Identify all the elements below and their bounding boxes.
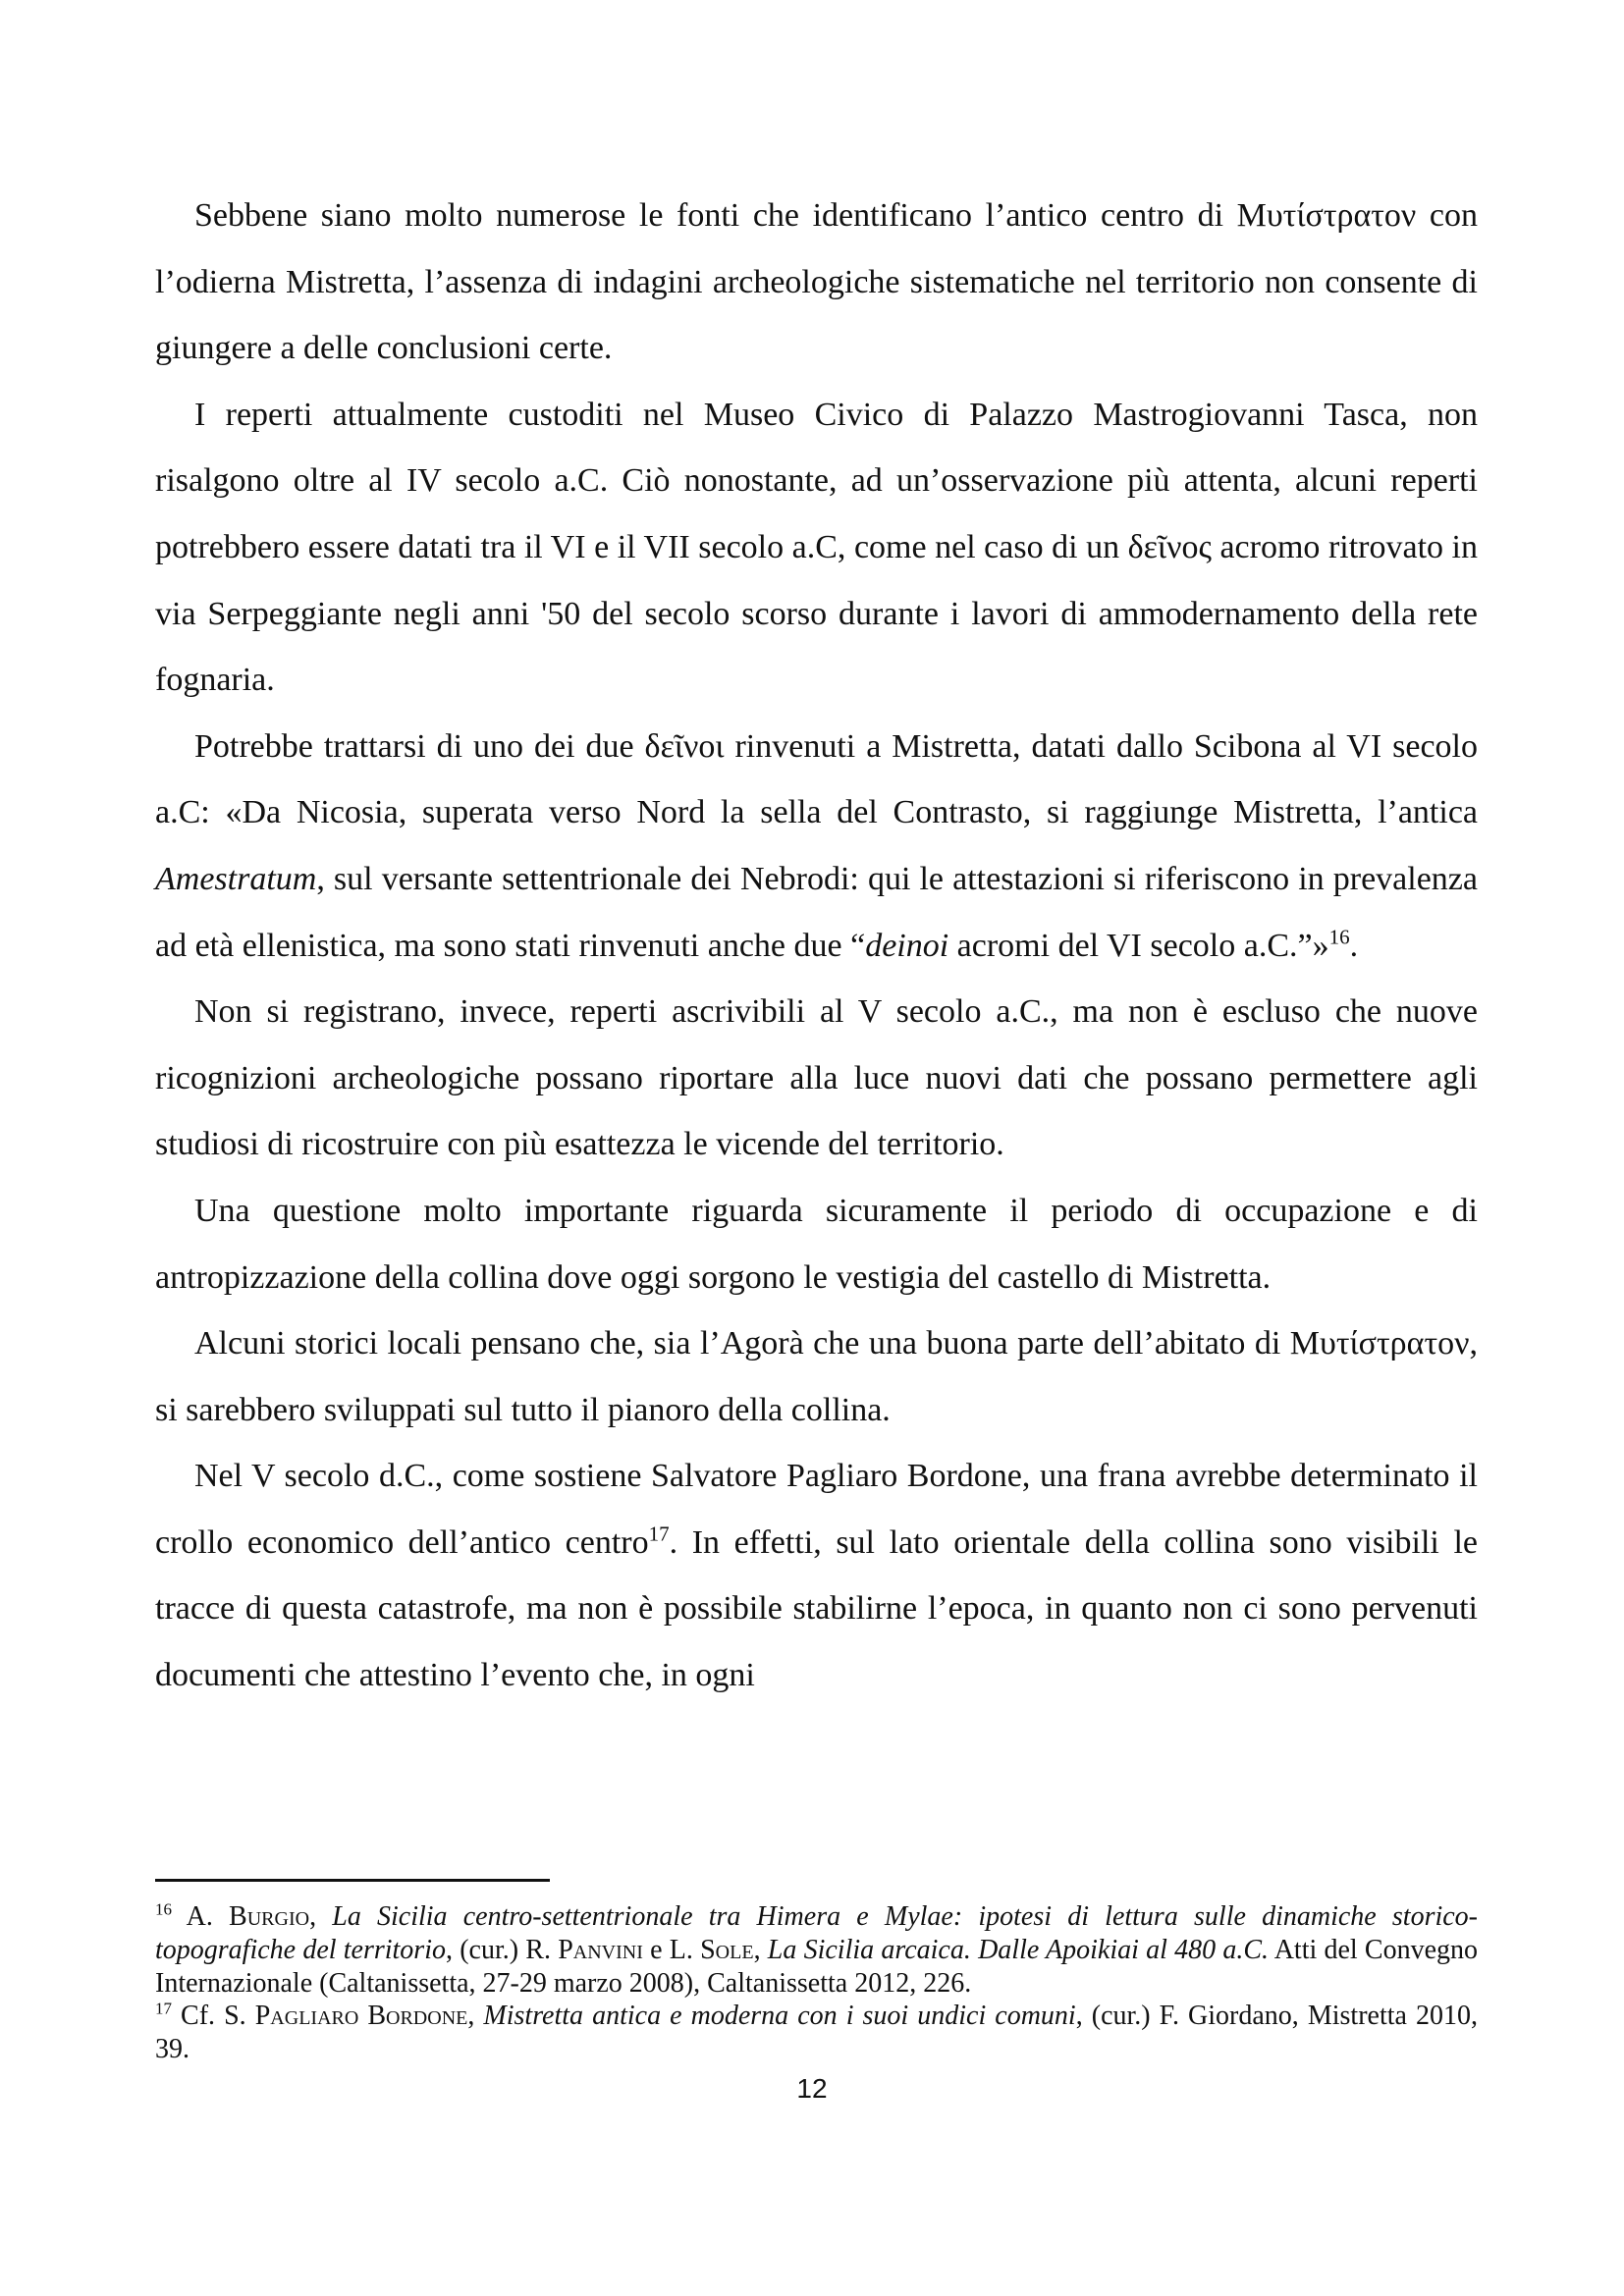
footnote-separator <box>155 1879 550 1882</box>
text-run: Nel V secolo d.C., come sostiene Salvatore Pagliaro Bordone, una frana avrebbe determinato il crollo economico dell’antico centro <box>155 1458 1478 1561</box>
italic-term: deinoi <box>865 927 949 964</box>
text-run: A. <box>172 1901 230 1932</box>
page-number: 12 <box>796 2073 828 2104</box>
author-name: Panvini <box>558 1934 643 1965</box>
text-run: acromi del VI secolo a.C.”» <box>948 927 1329 964</box>
title: La Sicilia centro-settentrionale tra Himera e Mylae: ipotesi di lettura sulle dinamiche storico-topografiche del territorio <box>155 1901 1478 1965</box>
text-run: e L. <box>642 1934 701 1965</box>
paragraph: Una questione molto importante riguarda sicuramente il periodo di occupazione e di antropizzazione della collina dove oggi sorgono le vestigia del castello di Mistretta. <box>155 1192 1478 1296</box>
paragraph: Alcuni storici locali pensano che, sia l’Agorà che una buona parte dell’abitato di Μυτίστρατον, si sarebbero sviluppati sul tutto il pianoro della collina. <box>155 1325 1478 1428</box>
footnotes <box>155 1900 1478 2066</box>
paragraph <box>155 1443 1478 1708</box>
title: La Sicilia arcaica. Dalle Apoikiai al 480 a.C. <box>767 1934 1270 1965</box>
footnote-16 <box>155 1900 1478 2000</box>
text-run: , <box>467 2001 484 2032</box>
paragraph: Sebbene siano molto numerose le fonti che identificano l’antico centro di Μυτίστρατον con l’odierna Mistretta, l’assenza di indagini archeologiche sistematiche nel territorio non consente di giungere a delle conclusioni certe. <box>155 197 1478 367</box>
text-run: . <box>1349 927 1359 964</box>
author-name: Burgio <box>229 1901 310 1932</box>
footnote-ref[interactable]: 17 <box>648 1522 670 1546</box>
text-run: , (cur.) R. <box>446 1934 559 1965</box>
footnote-number: 16 <box>155 1899 172 1919</box>
text-run: . In effetti, sul lato orientale della collina sono visibili le tracce di questa catastrofe, ma non è possibile stabilirne l’epoca, in quanto non ci sono pervenuti documenti che attestino l’evento che, in ogni <box>155 1523 1478 1694</box>
text-run: , <box>753 1934 768 1965</box>
text-run: , <box>309 1901 333 1932</box>
text-run: Cf. S. <box>172 2001 255 2032</box>
body-text <box>155 183 1478 1709</box>
paragraph <box>155 714 1478 979</box>
footnote-ref[interactable]: 16 <box>1328 925 1350 949</box>
title: Mistretta antica e moderna con i suoi undici comuni <box>483 2001 1076 2032</box>
footnote-number: 17 <box>155 2000 172 2019</box>
text-run: Atti del Convegno Internazionale (Caltanissetta, 27-29 marzo 2008), Caltanissetta 2012, 226. <box>155 1934 1479 1999</box>
author-name: Pagliaro Bordone <box>254 2001 468 2032</box>
paragraph: I reperti attualmente custoditi nel Museo Civico di Palazzo Mastrogiovanni Tasca, non risalgono oltre al IV secolo a.C. Ciò nonostante, ad un’osservazione più attenta, alcuni reperti potrebbero essere datati tra il VI e il VII secolo a.C, come nel caso di un δεῖνος acromo ritrovato in via Serpeggiante negli anni '50 del secolo scorso durante i lavori di ammodernamento della rete fognaria. <box>155 396 1478 699</box>
footnote-17 <box>155 2000 1478 2066</box>
text-run: Potrebbe trattarsi di uno dei due δεῖνοι rinvenuti a Mistretta, datati dallo Scibona al VI secolo a.C: «Da Nicosia, superata verso Nord la sella del Contrasto, si raggiunge Mistretta, l’antica <box>155 727 1478 831</box>
author-name: Sole <box>700 1934 754 1965</box>
text-run: , (cur.) F. Giordano, Mistretta 2010, 39. <box>155 2001 1479 2065</box>
paragraph: Non si registrano, invece, reperti ascrivibili al V secolo a.C., ma non è escluso che nuove ricognizioni archeologiche possano riportare alla luce nuovi dati che possano permettere agli studiosi di ricostruire con più esattezza le vicende del territorio. <box>155 993 1478 1163</box>
italic-term: Amestratum <box>155 860 317 897</box>
text-run: , sul versante settentrionale dei Nebrodi: qui le attestazioni si riferiscono in prevalenza ad età ellenistica, ma sono stati rinvenuti anche due “ <box>155 860 1478 964</box>
